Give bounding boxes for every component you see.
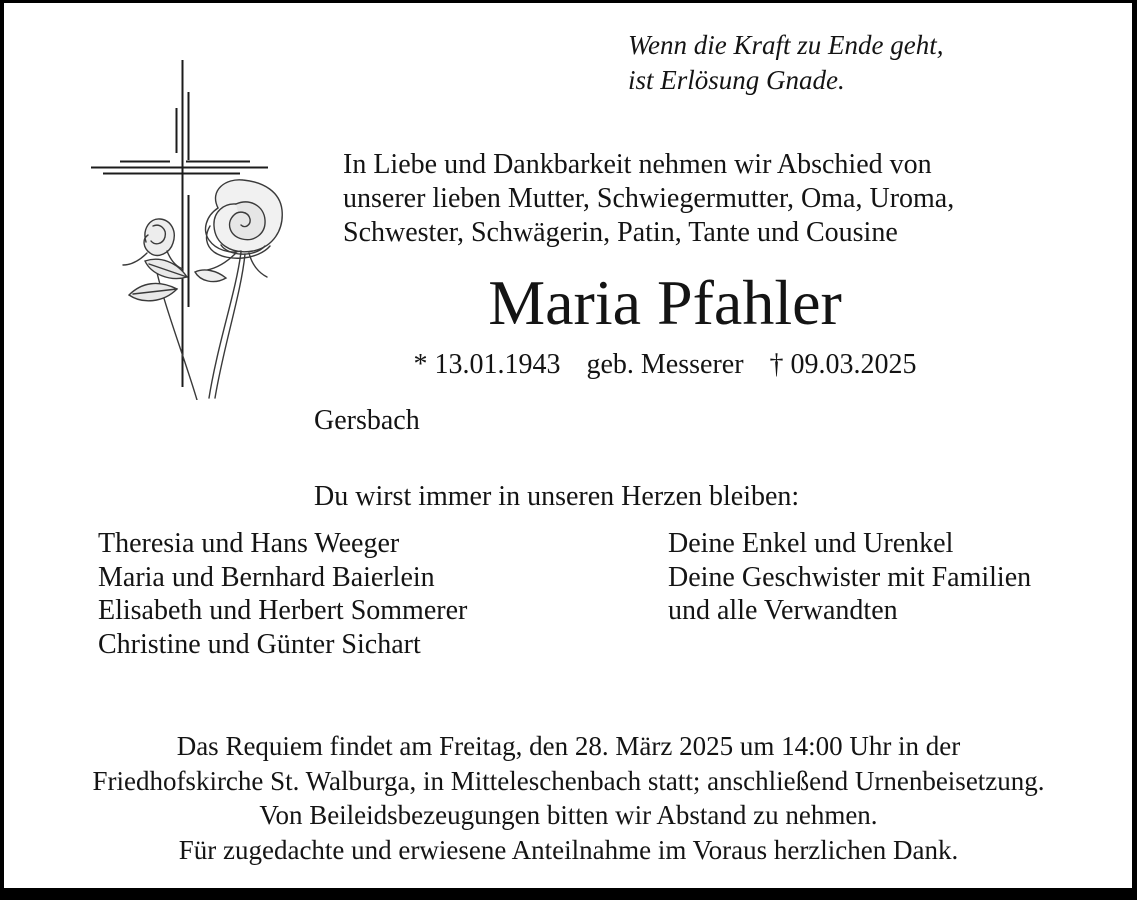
mourners-column-left — [98, 527, 467, 661]
life-dates — [343, 348, 987, 382]
funeral-info-line: Friedhofskirche St. Walburga, in Mitteleschenbach statt; anschließend Urnenbeisetzung. — [92, 765, 1045, 796]
intro-line: unserer lieben Mutter, Schwiegermutter, Oma, Uroma, — [343, 183, 955, 214]
intro-line: Schwester, Schwägerin, Patin, Tante und Cousine — [343, 217, 898, 248]
scan-border-bottom — [0, 888, 1137, 900]
scan-border-top — [0, 0, 1137, 3]
opening-verse — [628, 28, 943, 98]
mourner-name: und alle Verwandten — [668, 595, 898, 626]
place-name: Gersbach — [314, 405, 420, 436]
deceased-name: Maria Pfahler — [488, 267, 842, 338]
verse-line: Wenn die Kraft zu Ende geht, — [628, 30, 944, 60]
funeral-info-line: Von Beileidsbezeugungen bitten wir Abstand zu nehmen. — [259, 800, 878, 830]
tribute-line: Du wirst immer in unseren Herzen bleiben: — [314, 481, 800, 512]
mourners-column-right — [668, 527, 1031, 628]
mourner-name: Deine Geschwister mit Familien — [668, 561, 1032, 593]
mourner-name: Theresia und Hans Weeger — [98, 528, 400, 559]
death-date: † 09.03.2025 — [769, 349, 917, 380]
mourner-name: Deine Enkel und Urenkel — [668, 528, 954, 559]
mourner-name: Elisabeth und Herbert Sommerer — [98, 595, 468, 626]
funeral-info-line: Für zugedachte und erwiesene Anteilnahme im Voraus herzlichen Dank. — [178, 834, 959, 865]
mourner-name: Maria und Bernhard Baierlein — [98, 561, 435, 593]
cross-rose-artwork — [58, 40, 318, 400]
funeral-info-line: Das Requiem findet am Freitag, den 28. März 2025 um 14:00 Uhr in der — [176, 731, 961, 761]
maiden-name: geb. Messerer — [586, 349, 744, 380]
funeral-information — [0, 729, 1137, 867]
verse-line: ist Erlösung Gnade. — [628, 65, 845, 95]
birth-date: * 13.01.1943 — [413, 349, 561, 380]
mourner-name: Christine und Günter Sichart — [98, 628, 421, 660]
rose-icon — [123, 180, 282, 400]
intro-line: In Liebe und Dankbarkeit nehmen wir Abschied von — [343, 149, 932, 180]
intro-paragraph — [343, 148, 954, 250]
